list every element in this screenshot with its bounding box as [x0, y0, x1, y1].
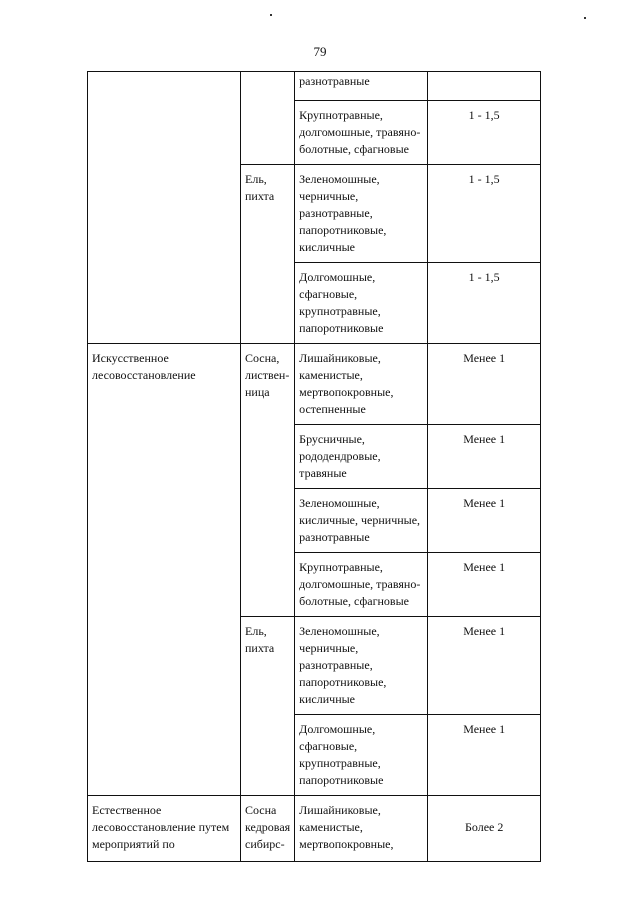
forest-type-cell: Зеленомошные, черничные, разнотравные, папоротниковые, кисличные [295, 617, 428, 715]
value-cell: 1 - 1,5 [428, 165, 541, 263]
forest-type-cell: разнотравные [295, 72, 428, 101]
scan-speck [584, 17, 586, 19]
value-cell: Более 2 [428, 796, 541, 862]
value-cell: Менее 1 [428, 715, 541, 796]
forest-type-cell: Лишайниковые, каменистые, мертвопокровные, [295, 796, 428, 862]
table-row [88, 796, 541, 862]
forest-type-cell: Долгомошные, сфагновые, крупнотравные, папоротниковые [295, 715, 428, 796]
forest-type-cell: Лишайниковые, каменистые, мертвопокровные, остепненные [295, 344, 428, 425]
table-row [88, 344, 541, 425]
forest-type-cell: Зеленомошные, черничные, разнотравные, папоротниковые, кисличные [295, 165, 428, 263]
scan-speck [270, 14, 272, 16]
value-cell: Менее 1 [428, 553, 541, 617]
value-cell: 1 - 1,5 [428, 101, 541, 165]
value-cell [428, 72, 541, 101]
species-cell: Сосна, листвен- ница [241, 344, 295, 617]
value-cell: Менее 1 [428, 344, 541, 425]
table-row [88, 72, 541, 101]
species-cell [241, 72, 295, 165]
forest-type-cell: Крупнотравные, долгомошные, травяно- болотные, сфагновые [295, 101, 428, 165]
forest-type-cell: Брусничные, рододендровые, травяные [295, 425, 428, 489]
method-cell: Искусственное лесовосстановление [88, 344, 241, 796]
forest-type-cell: Крупнотравные, долгомошные, травяно- болотные, сфагновые [295, 553, 428, 617]
forest-type-cell: Долгомошные, сфагновые, крупнотравные, папоротниковые [295, 263, 428, 344]
method-cell: Естественное лесовосстановление путем мероприятий по [88, 796, 241, 862]
value-cell: Менее 1 [428, 425, 541, 489]
species-cell: Ель, пихта [241, 617, 295, 796]
value-cell: Менее 1 [428, 617, 541, 715]
value-cell: 1 - 1,5 [428, 263, 541, 344]
reforestation-table [87, 71, 541, 862]
value-cell: Менее 1 [428, 489, 541, 553]
page-number: 79 [313, 44, 327, 59]
species-cell: Сосна кедровая сибирс- [241, 796, 295, 862]
species-cell: Ель, пихта [241, 165, 295, 344]
forest-type-cell: Зеленомошные, кисличные, черничные, разнотравные [295, 489, 428, 553]
method-cell [88, 72, 241, 344]
